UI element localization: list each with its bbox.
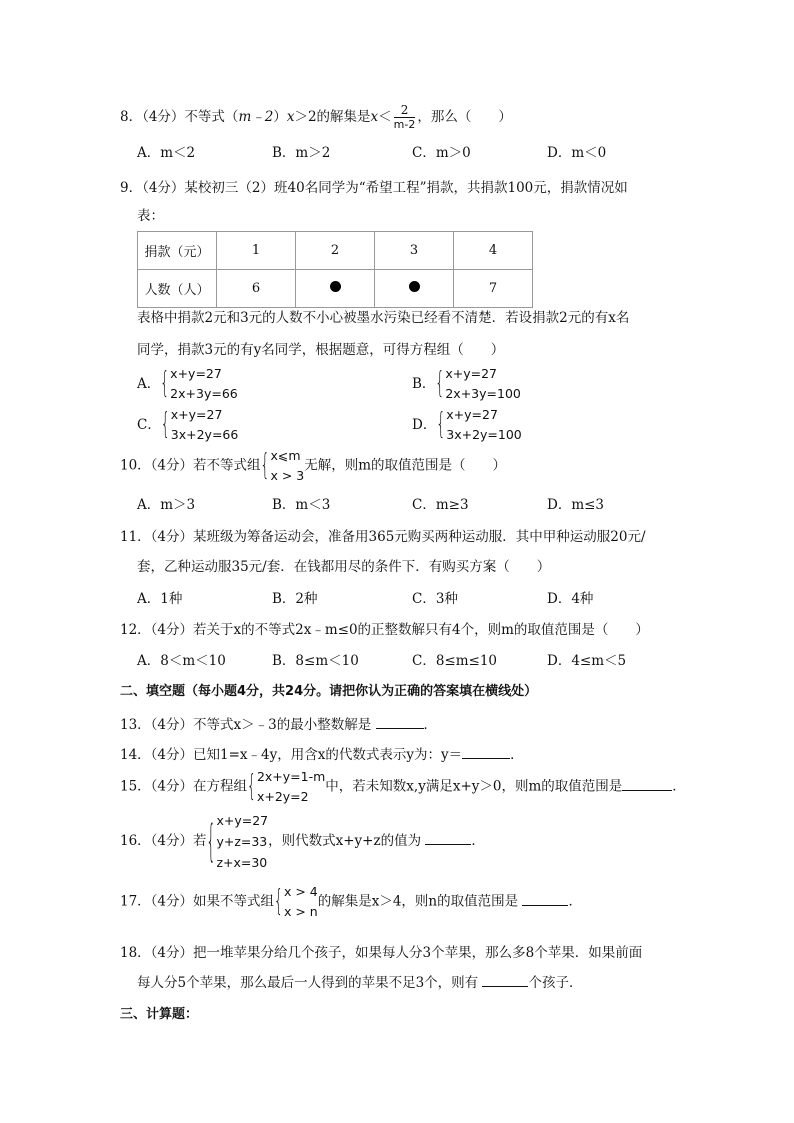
brace-icon: { <box>435 367 445 401</box>
q10-option-d: D．m≤3 <box>547 497 605 513</box>
answer-blank[interactable] <box>462 746 510 759</box>
q12-option-a: A．8＜m＜10 <box>137 653 226 669</box>
q12-option-b: B．8≤m＜10 <box>272 653 359 669</box>
brace-icon: { <box>160 367 170 401</box>
question-12: 12．（4分）若关于x的不等式2x﹣m≤0的正整数解只有4个，则m的取值范围是（ ） <box>120 622 649 638</box>
brace-icon: { <box>274 885 283 919</box>
q9-option-d: D． { x+y=27 3x+2y=100 <box>412 405 522 445</box>
q9-option-b: B． { x+y=27 2x+3y=100 <box>412 364 521 404</box>
q11-option-b: B．2种 <box>272 591 318 607</box>
question-9-line4: 同学，捐款3元的有y名同学，根据题意，可得方程组（ ） <box>137 342 505 358</box>
brace-icon: { <box>436 408 446 442</box>
q12-option-d: D．4≤m＜5 <box>547 653 627 669</box>
question-18-line1: 18．（4分）把一堆苹果分给几个孩子，如果每人分3个苹果，那么多8个苹果．如果前面 <box>120 945 643 961</box>
q11-option-c: C．3种 <box>412 591 458 607</box>
q8-option-a: A．m＜2 <box>137 145 196 161</box>
question-9-line1: 9．（4分）某校初三（2）班40名同学为“希望工程”捐款，共捐款100元，捐款情况如 <box>120 180 628 196</box>
q8-option-d: D．m＜0 <box>547 145 607 161</box>
question-11-line2: 套，乙种运动服35元/套．在钱都用尽的条件下．有购买方案（ ） <box>137 559 551 575</box>
answer-blank[interactable] <box>376 716 424 729</box>
q12-option-c: C．8≤m≤10 <box>412 653 498 669</box>
q8-option-c: C．m＞0 <box>412 145 471 161</box>
section-2-heading: 二、填空题（每小题4分，共24分。请把你认为正确的答案填在横线处） <box>120 684 538 699</box>
q11-option-a: A．1种 <box>137 591 183 607</box>
question-16: 16．（4分）若 { x+y=27 y+z=33 z+x=30 ，则代数式x+y+z的值为 ． <box>120 810 485 873</box>
ink-blot-icon <box>409 281 420 292</box>
question-8: 8．（4分）不等式（m﹣2）x＞2的解集是x＜ $\frac{2}{m-2}$ ，那么（ ） <box>120 103 512 131</box>
ink-blot-icon <box>330 281 341 292</box>
section-3-heading: 三、计算题： <box>120 1007 199 1022</box>
brace-icon: { <box>160 408 170 442</box>
answer-blank[interactable] <box>522 893 568 906</box>
table-row: 捐款（元） 1 2 3 4 <box>138 232 533 270</box>
question-13: 13．（4分）不等式x＞﹣3的最小整数解是 ． <box>120 717 438 733</box>
fraction: $\frac{2}{m-2}$ <box>393 103 416 131</box>
q9-option-a: A． { x+y=27 2x+3y=66 <box>137 364 238 404</box>
question-14: 14．（4分）已知1=x﹣4y，用含x的代数式表示y为：y＝ ． <box>120 747 524 763</box>
question-9-line2: 表： <box>137 208 164 224</box>
q8-option-b: B．m＞2 <box>272 145 331 161</box>
q11-option-d: D．4种 <box>547 591 594 607</box>
answer-blank[interactable] <box>425 832 471 845</box>
answer-blank[interactable] <box>482 974 528 987</box>
question-18-line2: 每人分5个苹果，那么最后一人得到的苹果不足3个，则有 个孩子． <box>137 975 583 991</box>
brace-icon: { <box>206 816 216 867</box>
q10-option-a: A．m＞3 <box>137 497 196 513</box>
question-9-line3: 表格中捐款2元和3元的人数不小心被墨水污染已经看不清楚．若设捐款2元的有x名 <box>137 310 630 326</box>
question-15: 15．（4分）在方程组 { 2x+y=1-m x+2y=2 中，若未知数x,y满足x+y＞0，则m的取值范围是 ． <box>120 767 686 807</box>
brace-icon: { <box>247 770 256 804</box>
answer-blank[interactable] <box>622 778 672 791</box>
q10-option-b: B．m＜3 <box>272 497 331 513</box>
question-17: 17．（4分）如果不等式组 { x > 4 x > n 的解集是x＞4，则n的取值范围是 ． <box>120 882 582 922</box>
q10-option-c: C．m≥3 <box>412 497 469 513</box>
table-row: 人数（人） 6 7 <box>138 270 533 308</box>
donation-table <box>137 231 533 308</box>
brace-icon: { <box>260 449 270 483</box>
question-11-line1: 11．（4分）某班级为筹备运动会，准备用365元购买两种运动服．其中甲种运动服20元/ <box>120 529 646 545</box>
q9-option-c: C． { x+y=27 3x+2y=66 <box>137 405 238 445</box>
question-10: 10．（4分）若不等式组 { x⩽m x > 3 无解，则m的取值范围是（ ） <box>120 446 506 486</box>
